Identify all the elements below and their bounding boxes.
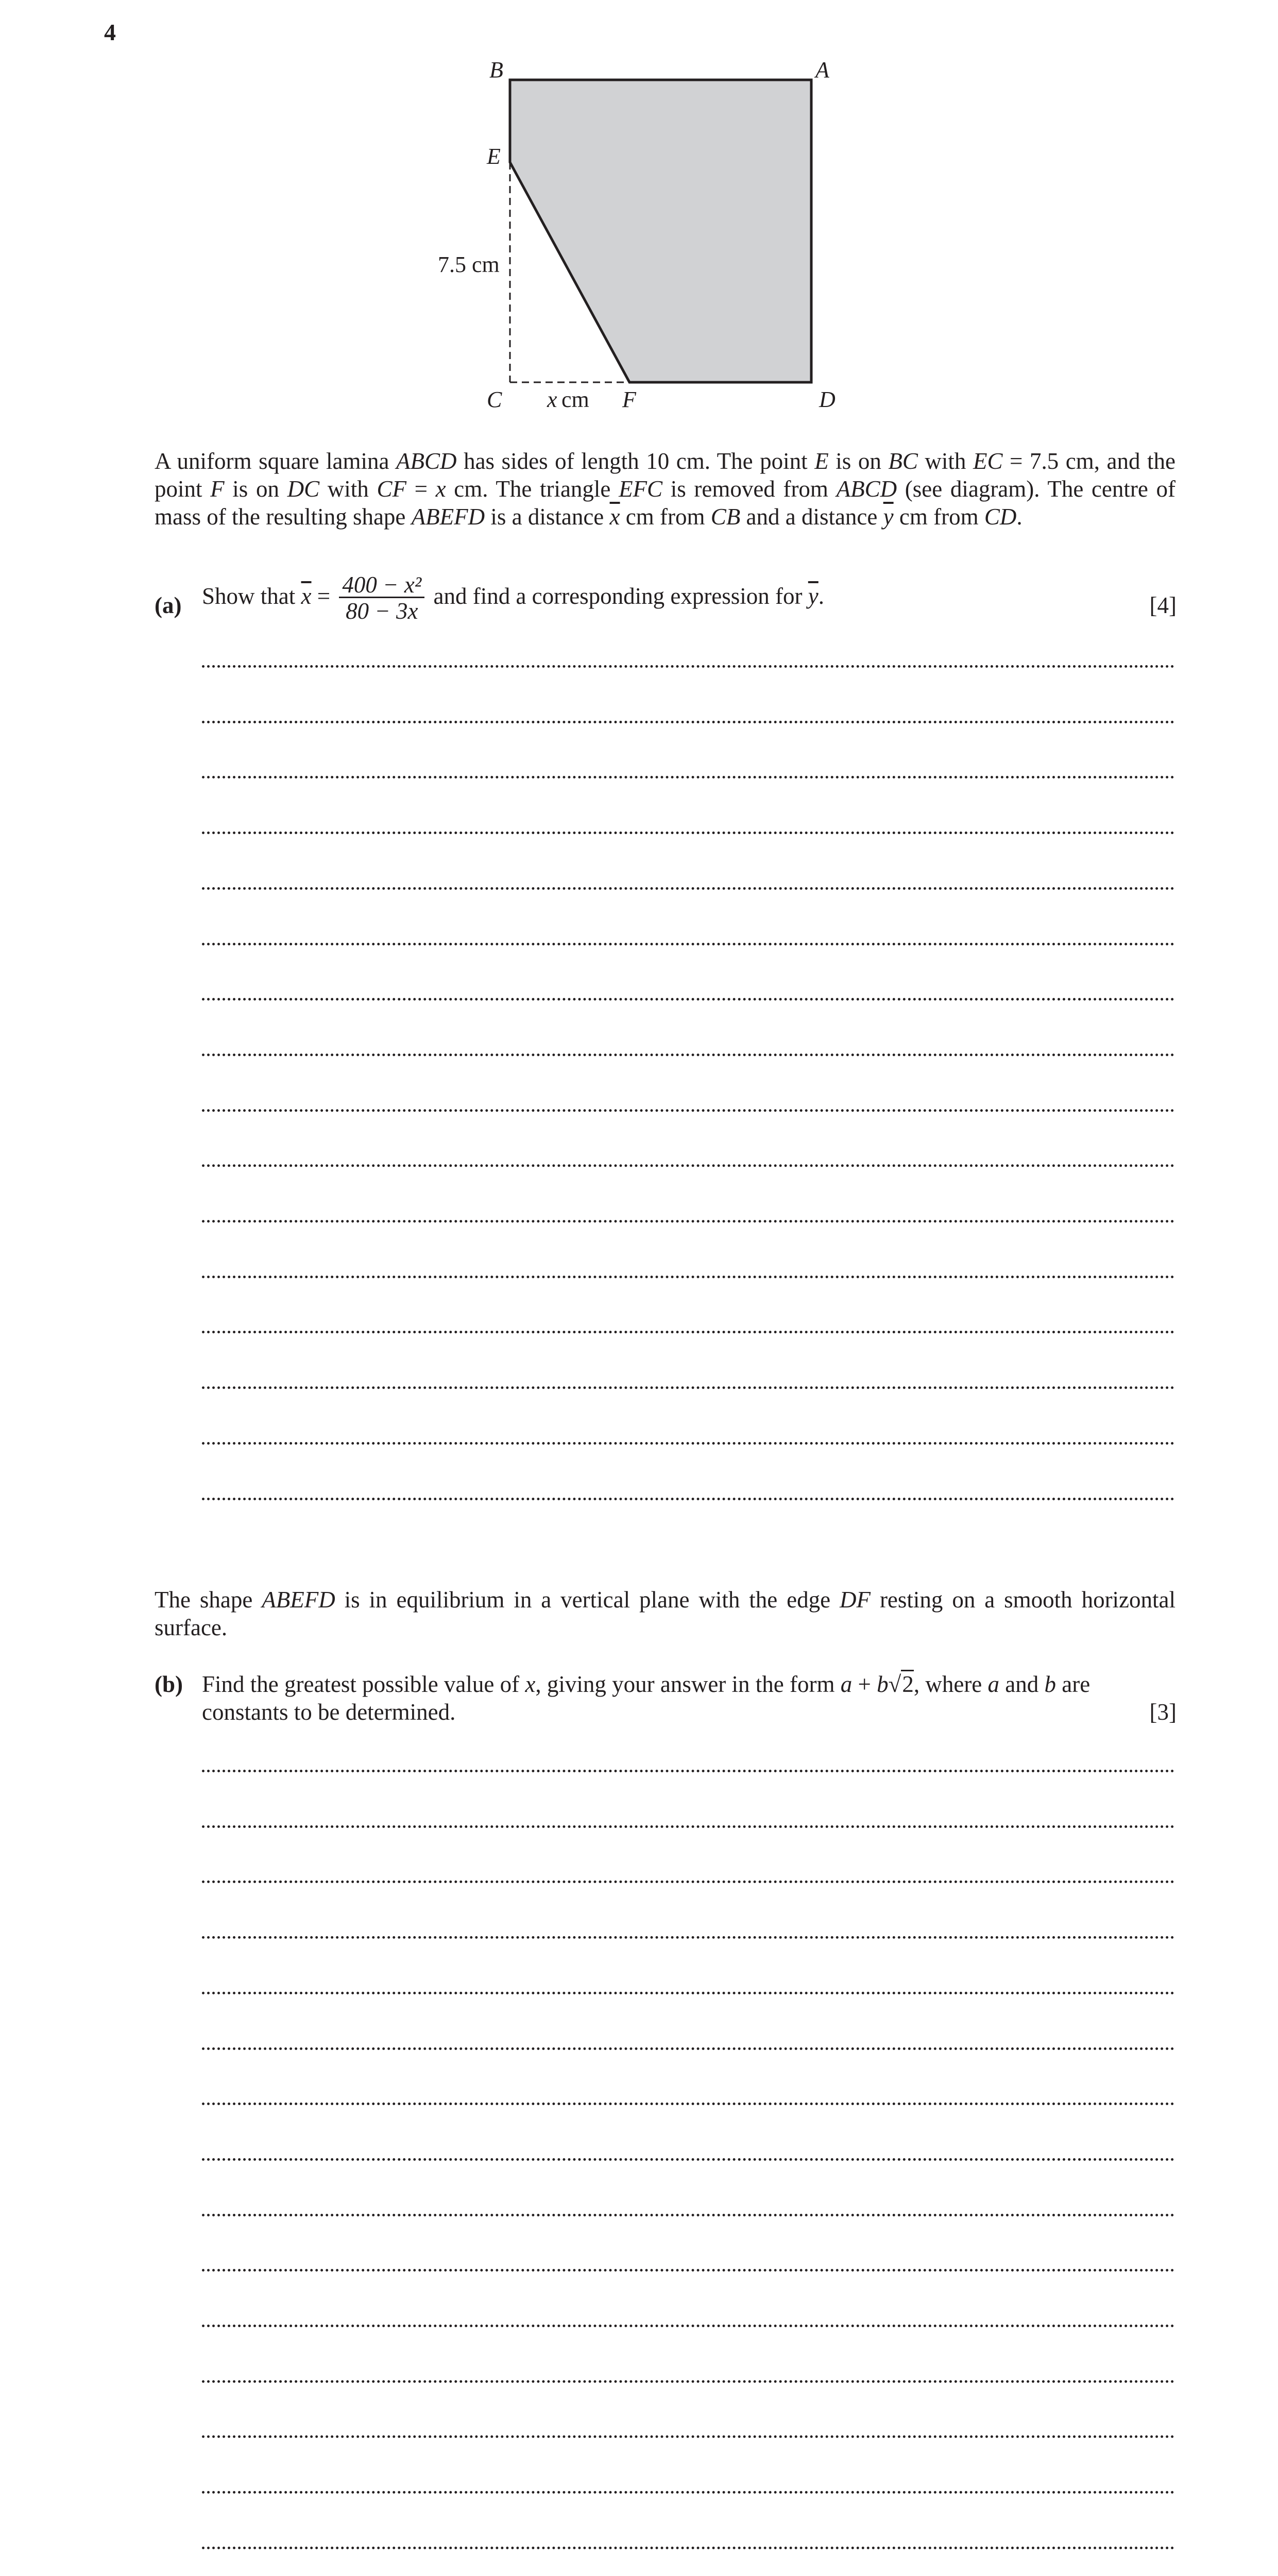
question-b-marks: [3]	[1149, 1699, 1177, 1725]
label-ec-length: 7.5 cm	[438, 252, 500, 277]
label-cf-variable: x	[547, 387, 557, 412]
answer-line[interactable]	[202, 1498, 1174, 1500]
label-c: C	[487, 387, 502, 412]
question-a-marks: [4]	[1149, 592, 1177, 618]
answer-line[interactable]	[202, 1825, 1174, 1828]
question-b-label: (b)	[155, 1671, 183, 1697]
answer-line[interactable]	[202, 1770, 1174, 1772]
label-d: D	[819, 387, 836, 412]
answer-line[interactable]	[202, 2547, 1174, 2549]
question-a-text: Show that $\overline{x}$ = $\frac{\text{400 − x²}}{80 - 3x}$ and find a corresponding expression for $\overline{y}$.	[202, 572, 825, 624]
label-f: F	[622, 387, 636, 412]
answer-line[interactable]	[202, 1992, 1174, 1994]
question-b-line1: Find the greatest possible value of x, giving your answer in the form a + b√2, where a and b are	[202, 1670, 1175, 1698]
page-number: 4	[104, 19, 116, 45]
answer-line[interactable]	[202, 2325, 1174, 2327]
lamina-diagram	[0, 0, 1278, 422]
answer-line[interactable]	[202, 1109, 1174, 1112]
label-e: E	[487, 144, 501, 169]
answer-line[interactable]	[202, 1331, 1174, 1333]
answer-line[interactable]	[202, 1164, 1174, 1167]
answer-line[interactable]	[202, 832, 1174, 834]
answer-line[interactable]	[202, 2269, 1174, 2272]
answer-line[interactable]	[202, 776, 1174, 778]
answer-line[interactable]	[202, 2491, 1174, 2494]
answer-line[interactable]	[202, 1386, 1174, 1389]
equilibrium-paragraph: The shape ABEFD is in equilibrium in a vertical plane with the edge DF resting on a smooth horizontal surface.	[155, 1587, 1176, 1640]
answer-line[interactable]	[202, 2103, 1174, 2105]
label-a: A	[815, 57, 829, 82]
answer-line[interactable]	[202, 1276, 1174, 1278]
answer-line[interactable]	[202, 2435, 1174, 2438]
answer-line[interactable]	[202, 943, 1174, 945]
label-cf-unit: cm	[561, 387, 589, 412]
answer-line[interactable]	[202, 887, 1174, 890]
answer-line[interactable]	[202, 1220, 1174, 1223]
answer-line[interactable]	[202, 665, 1174, 668]
answer-line[interactable]	[202, 2158, 1174, 2161]
answer-line[interactable]	[202, 2380, 1174, 2383]
fraction-xbar: $\frac{\text{400 − x²}}{80 - 3x}$	[339, 573, 424, 624]
shape-abefd	[510, 80, 811, 382]
answer-line[interactable]	[202, 1880, 1174, 1883]
answer-line[interactable]	[202, 2214, 1174, 2216]
intro-paragraph: A uniform square lamina ABCD has sides of length 10 cm. The point E is on BC with EC = 7.5 cm, and the point F is on DC with CF = x cm. The triangle EFC is removed from ABCD (see diagram). The centre of mass of the resulting shape ABEFD is a distance $\overline{x}$ cm from CB and a distance $\overline{y}$ cm from CD.	[155, 448, 1176, 530]
question-b-line2: constants to be determined.	[202, 1699, 456, 1725]
answer-line[interactable]	[202, 998, 1174, 1001]
answer-line[interactable]	[202, 2047, 1174, 2050]
answer-line[interactable]	[202, 1442, 1174, 1445]
answer-line[interactable]	[202, 1936, 1174, 1939]
label-b: B	[489, 57, 503, 82]
answer-line[interactable]	[202, 1054, 1174, 1056]
answer-line[interactable]	[202, 721, 1174, 723]
question-a-label: (a)	[155, 592, 182, 618]
